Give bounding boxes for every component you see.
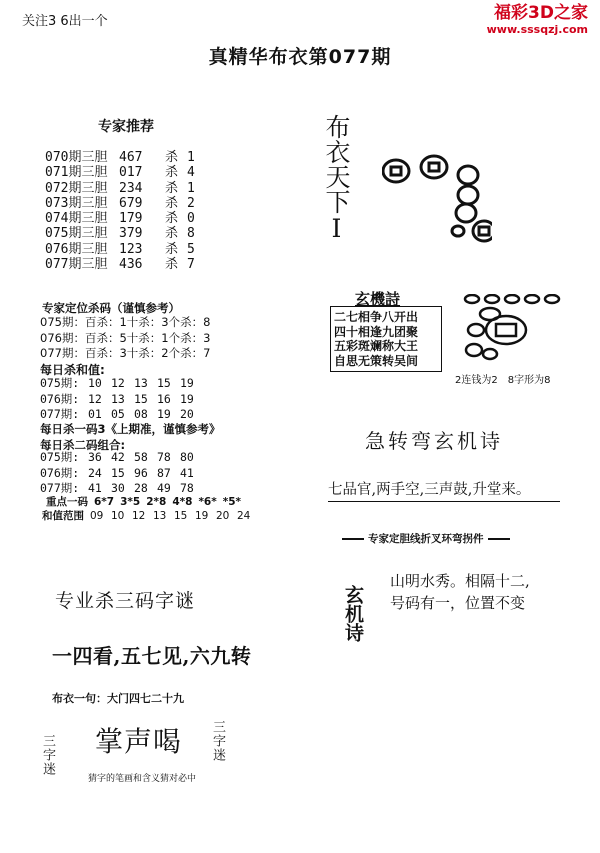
riddle-text: 一四看,五七见,六九转 [52,644,252,668]
riddle-poem-text: 七品官,两手空,三声鼓,升堂来。 [328,478,560,502]
xuanji-line: 山明水秀。相隔十二, [390,572,530,590]
coin-icon [421,156,447,178]
coin-icon [465,295,479,303]
position-kill-list [40,315,210,362]
coin-icon [486,316,526,344]
pick-row: 072期三胆 234 杀 1 [45,180,195,196]
position-kill-row: 076期：百杀：5十杀：1个杀：3 [40,330,211,345]
sum-kill-row: 075期: 10 12 13 15 19 [40,376,194,390]
coin-icon [468,324,484,336]
riddle-big-word: 掌声喝 [95,725,183,758]
coin-caption: 2连钱为2 8字形为8 [455,375,551,386]
poem-line: 五彩斑斓称大王 [334,339,419,353]
pick-row: 073期三胆 679 杀 2 [45,195,195,211]
brand-logo[interactable] [487,4,588,36]
kill-two-row: 077期: 41 30 28 49 78 [40,481,194,495]
coin-icon [485,295,499,303]
coin-icon [456,204,476,222]
three-char-riddle-label-right: 三字迷 [210,720,225,762]
focus-code-row: 重点一码 6*7 3*5 2*8 4*8 *6* *5* [46,496,242,508]
position-kill-title: 专家定位杀码（谨慎参考） [42,301,180,315]
sum-kill-row: 077期: 01 05 08 19 20 [40,407,194,421]
position-kill-row: 077期：百杀：3十杀：2个杀：7 [40,346,211,360]
sum-range-label: 和值范围 [42,510,84,522]
buyi-vertical-title: 布衣天下I [322,114,351,243]
poem-line: 自思无策转吴间 [334,353,419,368]
poem-line: 二七相争八开出 [334,310,419,324]
riddle-hint: 猜字的笔画和含义猜对必中 [88,774,197,784]
expert-line: 专家定胆线折叉环弯拐件 [338,531,514,546]
riddle-title: 专业杀三码字谜 [55,590,196,612]
pick-row: 071期三胆 017 杀 4 [45,165,195,181]
coin-icon [505,295,519,303]
xuanji-line: 号码有一，位置不变 [390,594,526,612]
focus-code-label: 重点一码 [46,496,88,508]
coin-diagram-icon [382,135,492,245]
kill-two-title: 每日杀二码组合: [40,438,126,452]
coin-icon [545,295,559,303]
buyi-line: 布衣一句：大门四七二十九 [52,692,184,705]
coin-icon [466,344,482,356]
pick-row: 076期三胆 123 杀 5 [45,241,195,257]
kill-two-row: 076期: 24 15 96 87 41 [40,465,194,480]
coin-icon [483,349,497,359]
three-char-riddle-label-left: 三字迷 [40,734,55,776]
page-title: 真精华布衣第077期 [208,46,392,68]
coin-hole-icon [429,163,439,171]
coin-icon [525,295,539,303]
brand-url[interactable]: www.sssqzj.com [486,23,588,36]
coin-icon [458,186,478,204]
coin-icon [383,160,409,182]
kill-one-code: 每日杀一码3《上期准，谨慎参考》 [40,422,221,436]
coin-icon [458,166,478,184]
pick-row: 077期三胆 436 杀 7 [45,257,195,273]
xuanji-poem [390,570,590,614]
sum-range-row: 和值范围 09 10 12 13 15 19 20 24 [42,510,251,522]
poem-box-title: 玄機詩 [355,290,401,308]
coin-hole-icon [496,324,516,336]
pick-row: 075期三胆 379 杀 8 [45,226,195,242]
coin-hole-icon [479,227,489,235]
xuanji-vertical-title: 玄机诗 [342,585,364,642]
brand-title: 福彩3D之家 [494,3,588,23]
position-kill-row: 075期：百杀：1十杀：3个杀：8 [40,315,211,329]
poem-box [330,306,442,372]
coin-icon [452,226,464,236]
kill-two-list [40,450,203,497]
pick-row: 070期三胆 467 杀 1 [45,150,195,165]
divider [488,538,510,540]
divider [342,538,364,540]
top-note: 关注3 6出一个 [22,14,108,29]
riddle-poem-title: 急转弯玄机诗 [365,429,503,453]
pick-row: 074期三胆 179 杀 0 [45,211,195,227]
coin-diagram-2-icon [458,294,568,366]
sum-kill-list [40,376,203,423]
expert-section-title: 专家推荐 [98,119,154,135]
expert-picks-list [45,150,195,272]
poem-line: 四十相逢九团聚 [334,324,419,339]
sum-kill-title: 每日杀和值: [40,363,105,377]
coin-hole-icon [391,167,401,175]
sum-kill-row: 076期: 12 13 15 16 19 [40,391,194,406]
kill-two-row: 075期: 36 42 58 78 80 [40,450,194,464]
